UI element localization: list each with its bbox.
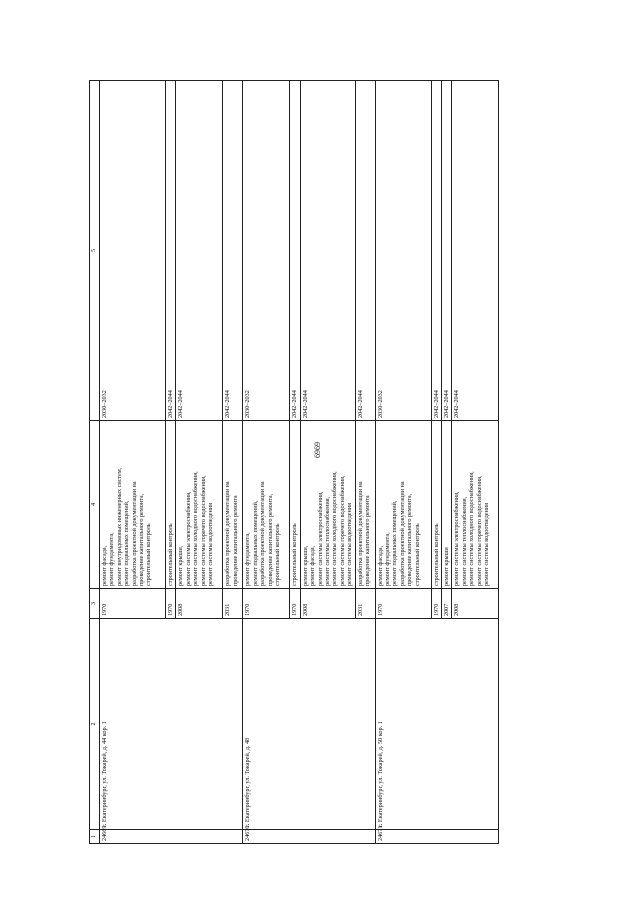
object-number: 24669.	[100, 830, 243, 844]
work-item: ремонт крыши,	[301, 545, 309, 586]
work-item: ремонт системы электроснабжения,	[453, 491, 461, 586]
works-cell	[300, 421, 355, 589]
year-cell: 1970	[290, 589, 300, 619]
work-item: ремонт внутридомовых инженерных систем,	[115, 467, 123, 586]
work-item: ремонт системы теплоснабжения,	[460, 496, 468, 586]
year-cell: 1970	[100, 589, 166, 619]
column-number-1: 1	[90, 830, 100, 844]
works-cell	[375, 421, 431, 589]
year-cell: 1970	[431, 589, 441, 619]
work-item: ремонт системы электроснабжения,	[184, 491, 192, 586]
page-number: 6969	[313, 442, 322, 458]
object-number: 24670.	[243, 830, 375, 844]
works-cell	[223, 421, 243, 589]
address-cell: г. Екатеринбург, ул. Токарей, д. 48	[243, 619, 375, 830]
column-number-row	[90, 81, 100, 844]
work-item: разработка проектной документации на	[130, 481, 138, 586]
work-item: ремонт системы водоотведения	[483, 503, 491, 586]
work-item: ремонт фундамента,	[384, 532, 392, 586]
period-cell: 2042–2044	[223, 81, 243, 421]
works-cell	[176, 421, 223, 589]
period-cell: 2042–2044	[431, 81, 441, 421]
period-cell: 2030–2032	[100, 81, 166, 421]
period-cell: 2042–2044	[442, 81, 452, 421]
year-cell: 2008	[452, 589, 499, 619]
column-number-5: 5	[90, 81, 100, 421]
work-item: ремонт подвальных помещений,	[391, 500, 399, 586]
work-item: ремонт фундамента,	[108, 532, 116, 586]
period-cell: 2042–2044	[166, 81, 176, 421]
works-cell	[355, 421, 375, 589]
work-item: строительный контроль	[167, 523, 174, 586]
year-cell: 1970	[243, 589, 290, 619]
year-cell: 2007	[442, 589, 452, 619]
work-item: проведение капитального ремонта,	[406, 493, 414, 586]
work-item: ремонт подвальных помещений,	[123, 500, 131, 586]
work-item: ремонт системы водоотведения	[207, 503, 215, 586]
work-item: ремонт крыши	[443, 547, 451, 586]
work-item: ремонт фундамента,	[244, 532, 252, 586]
work-item: ремонт фасада,	[376, 545, 384, 586]
work-item: ремонт системы холодного водоснабжения,	[331, 471, 339, 586]
address-cell: г. Екатеринбург, ул. Токарей, д. 50 кор. 1	[375, 619, 499, 830]
work-item: проведение капитального ремонта,	[138, 493, 146, 586]
work-item: проведение капитального ремонта	[364, 495, 372, 586]
work-item: ремонт системы горячего водоснабжения,	[338, 475, 346, 586]
period-cell: 2042–2044	[355, 81, 375, 421]
work-item: проведение капитального ремонта,	[266, 493, 274, 586]
year-cell: 1970	[166, 589, 176, 619]
work-item: ремонт системы теплоснабжения,	[324, 496, 332, 586]
works-cell	[431, 421, 441, 589]
works-cell	[290, 421, 300, 589]
column-number-3: 3	[90, 589, 100, 619]
work-item: строительный контроль	[145, 523, 153, 586]
table-row	[243, 81, 290, 844]
work-item: строительный контроль	[432, 523, 440, 586]
repair-schedule-table	[89, 80, 499, 844]
work-item: ремонт системы горячего водоснабжения,	[475, 475, 483, 586]
period-cell: 2042–2044	[452, 81, 499, 421]
work-item: ремонт системы холодного водоснабжения,	[468, 471, 476, 586]
column-number-2: 2	[90, 619, 100, 830]
work-item: строительный контроль	[413, 523, 421, 586]
period-cell: 2042–2044	[176, 81, 223, 421]
work-item: ремонт системы горячего водоснабжения,	[199, 475, 207, 586]
period-cell: 2030–2032	[243, 81, 290, 421]
work-item: разработка проектной документации на	[259, 481, 267, 586]
object-number: 24671.	[375, 830, 499, 844]
works-cell	[166, 421, 176, 589]
work-item: ремонт фасада,	[101, 545, 108, 586]
work-item: ремонт крыши,	[177, 545, 185, 586]
table-body	[100, 81, 499, 844]
work-item: строительный контроль	[291, 523, 299, 586]
period-cell: 2030–2032	[375, 81, 431, 421]
year-cell: 2031	[223, 589, 243, 619]
year-cell: 2008	[176, 589, 223, 619]
table-row	[100, 81, 166, 844]
year-cell: 1970	[375, 589, 431, 619]
address-cell: г. Екатеринбург, ул. Токарей, д. 44 кор. 1	[100, 619, 243, 830]
table-row	[375, 81, 431, 844]
work-item: ремонт системы водоотведения	[346, 503, 354, 586]
works-cell	[442, 421, 452, 589]
work-item: ремонт системы холодного водоснабжения,	[192, 471, 200, 586]
work-item: разработка проектной документации на	[224, 481, 232, 586]
works-cell	[243, 421, 290, 589]
column-number-4: 4	[90, 421, 100, 589]
work-item: разработка проектной документации на	[356, 481, 364, 586]
works-cell	[452, 421, 499, 589]
rotated-page	[89, 81, 601, 844]
year-cell: 2031	[355, 589, 375, 619]
work-item: ремонт подвальных помещений,	[251, 500, 259, 586]
works-cell	[100, 421, 166, 589]
work-item: строительный контроль	[274, 523, 282, 586]
period-cell: 2042–2044	[300, 81, 355, 421]
work-item: ремонт системы электроснабжения,	[316, 491, 324, 586]
work-item: ремонт фасада,	[309, 545, 317, 586]
work-item: разработка проектной документации на	[398, 481, 406, 586]
period-cell: 2042–2044	[290, 81, 300, 421]
year-cell: 2008	[300, 589, 355, 619]
work-item: проведение капитального ремонта	[231, 495, 239, 586]
